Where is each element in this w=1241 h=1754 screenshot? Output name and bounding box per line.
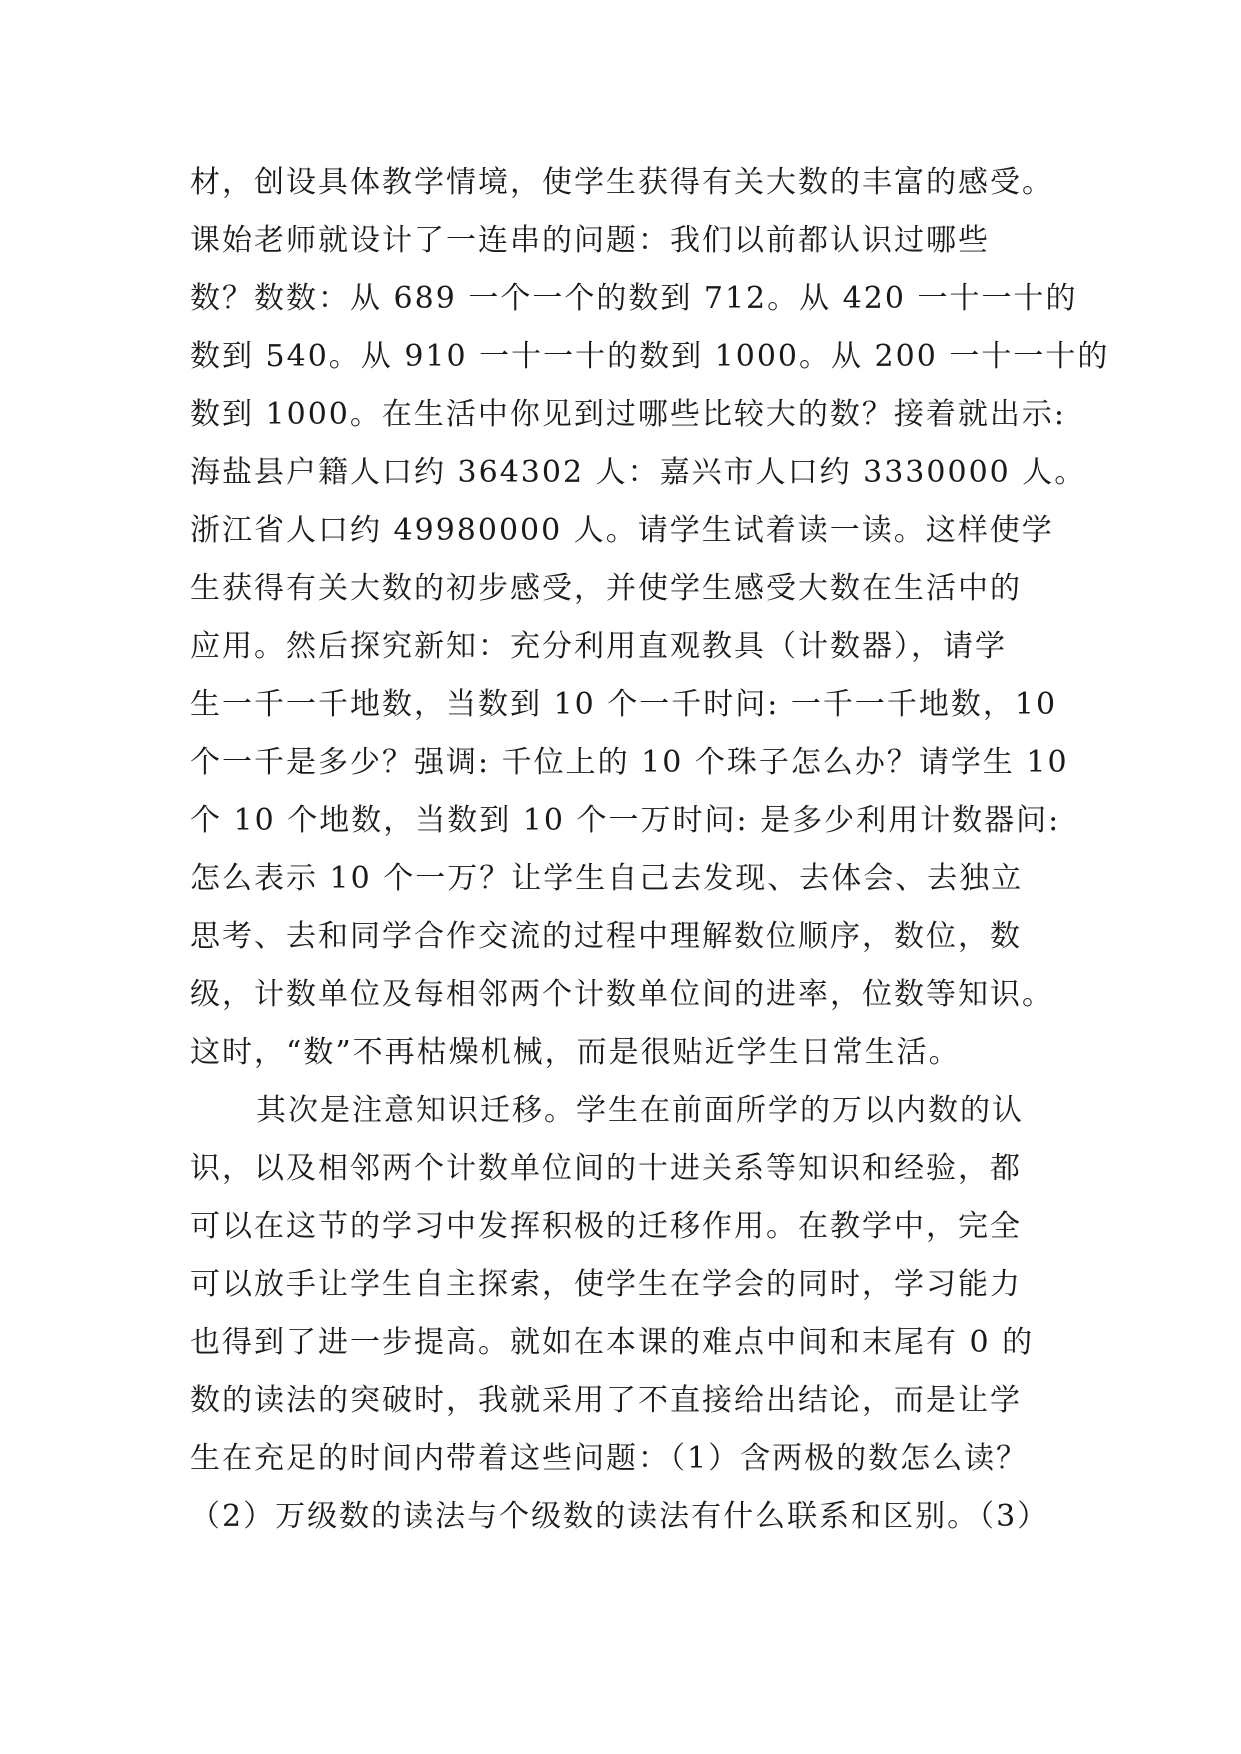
text-line: 材，创设具体教学情境，使学生获得有关大数的丰富的感受。 <box>190 165 1054 200</box>
text-line: 怎么表示 10 个一万？让学生自己去发现、去体会、去独立 <box>190 861 1024 896</box>
text-line: 数到 1000。在生活中你见到过哪些比较大的数？接着就出示: <box>190 397 1066 432</box>
text-line: 海盐县户籍人口约 364302 人：嘉兴市人口约 3330000 人。 <box>190 455 1087 490</box>
text-line: 个一千是多少？强调: 千位上的 10 个珠子怎么办？请学生 10 <box>190 745 1069 780</box>
text-line: 浙江省人口约 49980000 人。请学生试着读一读。这样使学 <box>190 513 1054 548</box>
text-line: 个 10 个地数，当数到 10 个一万时问: 是多少利用计数器问: <box>190 803 1061 838</box>
text-line: （2）万级数的读法与个级数的读法有什么联系和区别。（3） <box>190 1499 1050 1534</box>
paragraph-start-line: 其次是注意知识迁移。学生在前面所学的万以内数的认 <box>256 1093 1024 1128</box>
body-text <box>190 154 1110 1546</box>
text-line: 也得到了进一步提高。就如在本课的难点中间和末尾有 0 的 <box>190 1325 1035 1360</box>
text-line: 生一千一千地数，当数到 10 个一千时问: 一千一千地数，10 <box>190 687 1058 722</box>
text-line: 生获得有关大数的初步感受，并使学生感受大数在生活中的 <box>190 571 1022 606</box>
text-line: 数到 540。从 910 一十一十的数到 1000。从 200 一十一十的 <box>190 339 1110 374</box>
text-line: 应用。然后探究新知：充分利用直观教具（计数器），请学 <box>190 629 1007 664</box>
text-line: 可以放手让学生自主探索，使学生在学会的同时，学习能力 <box>190 1267 1022 1302</box>
text-line: 思考、去和同学合作交流的过程中理解数位顺序，数位，数 <box>190 919 1022 954</box>
text-line: 识，以及相邻两个计数单位间的十进关系等知识和经验，都 <box>190 1151 1022 1186</box>
text-line: 级，计数单位及每相邻两个计数单位间的进率，位数等知识。 <box>190 977 1054 1012</box>
text-line: 课始老师就设计了一连串的问题：我们以前都认识过哪些 <box>190 223 990 258</box>
text-line: 生在充足的时间内带着这些问题：（1）含两极的数怎么读？ <box>190 1441 1029 1476</box>
text-line: 数？数数：从 689 一个一个的数到 712。从 420 一十一十的 <box>190 281 1078 316</box>
text-line: 这时，“数”不再枯燥机械，而是很贴近学生日常生活。 <box>190 1035 961 1070</box>
text-line: 数的读法的突破时，我就采用了不直接给出结论，而是让学 <box>190 1383 1022 1418</box>
text-line: 可以在这节的学习中发挥积极的迁移作用。在教学中，完全 <box>190 1209 1022 1244</box>
